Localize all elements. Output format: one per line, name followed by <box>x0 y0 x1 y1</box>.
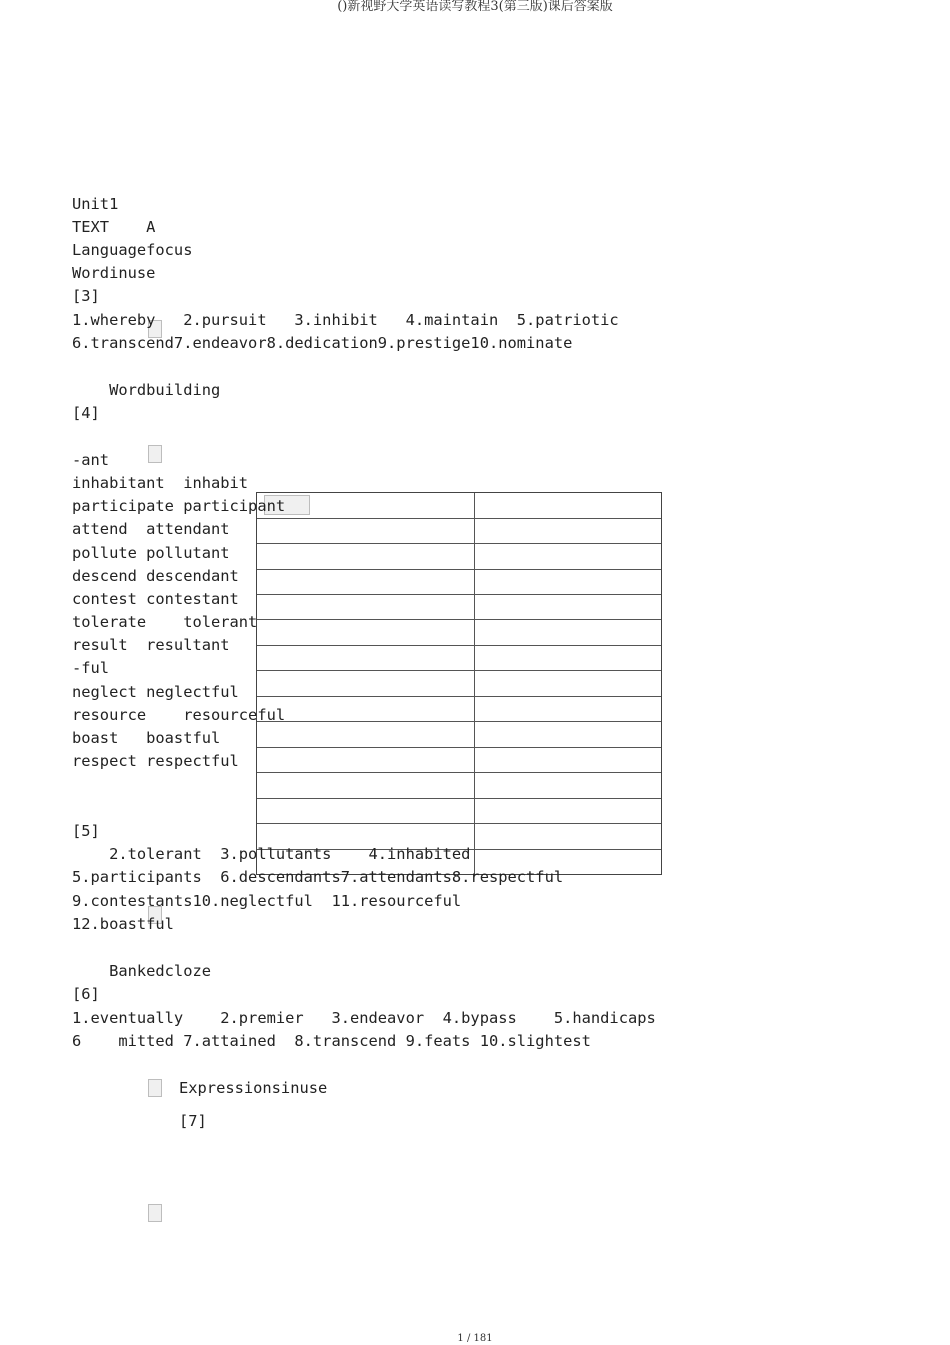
placeholder-box <box>148 445 162 463</box>
table-column-divider <box>474 493 475 874</box>
table-row-divider <box>257 619 661 620</box>
answer-line: 12.boastful <box>72 915 174 933</box>
table-row-divider <box>257 772 661 773</box>
placeholder-box <box>148 1204 162 1222</box>
suffix-label: -ant <box>72 451 110 469</box>
exercise-number: [5] <box>72 822 100 840</box>
word-pair: resource resourceful <box>72 706 286 724</box>
unit-title: Unit1 <box>72 195 119 213</box>
answer-line: 2.tolerant 3.pollutants 4.inhabited <box>72 845 471 863</box>
placeholder-box <box>148 1079 162 1097</box>
table-row-divider <box>257 823 661 824</box>
section-heading: Languagefocus <box>72 241 193 259</box>
page-number: 1 / 181 <box>457 1333 493 1344</box>
answer-line: 1.whereby 2.pursuit 3.inhibit 4.maintain 5.patriotic <box>72 311 619 329</box>
exercise-number: [6] <box>72 985 100 1003</box>
table-row-divider <box>257 569 661 570</box>
exercise-number: [7] <box>179 1112 207 1130</box>
answer-line: 1.eventually 2.premier 3.endeavor 4.bypass 5.handicaps <box>72 1009 656 1027</box>
table-row-divider <box>257 543 661 544</box>
exercise-number: [3] <box>72 287 100 305</box>
suffix-label: -ful <box>72 659 110 677</box>
table-row-divider <box>257 798 661 799</box>
answer-line: 9.contestants10.neglectful 11.resourceful <box>72 892 462 910</box>
answer-line: 5.participants 6.descendants7.attendants8.respectful <box>72 868 564 886</box>
word-pair: pollute pollutant <box>72 544 230 562</box>
text-heading: TEXT A <box>72 218 156 236</box>
table-row-divider <box>257 594 661 595</box>
document-header-title: ()新视野大学英语读写教程3(第三版)课后答案版 <box>337 0 613 14</box>
word-pair: tolerate tolerant <box>72 613 258 631</box>
exercise-number: [4] <box>72 404 100 422</box>
empty-table-grid <box>256 492 662 875</box>
subsection-heading: Bankedcloze <box>72 962 211 980</box>
table-row-divider <box>257 696 661 697</box>
word-pair: inhabitant inhabit <box>72 474 249 492</box>
word-pair: participate participant <box>72 497 286 515</box>
word-pair: result resultant <box>72 636 230 654</box>
table-row-divider <box>257 670 661 671</box>
answer-line: 6.transcend7.endeavor8.dedication9.prestige10.nominate <box>72 334 573 352</box>
word-pair: contest contestant <box>72 590 239 608</box>
word-pair: boast boastful <box>72 729 221 747</box>
word-pair: neglect neglectful <box>72 683 239 701</box>
table-row-divider <box>257 747 661 748</box>
subsection-heading: Expressionsinuse <box>179 1079 328 1097</box>
table-row-divider <box>257 645 661 646</box>
word-pair: respect respectful <box>72 752 239 770</box>
subsection-heading: Wordinuse <box>72 264 156 282</box>
word-pair: attend attendant <box>72 520 230 538</box>
table-row-divider <box>257 518 661 519</box>
answer-line: 6 mitted 7.attained 8.transcend 9.feats 10.slightest <box>72 1032 591 1050</box>
word-pair: descend descendant <box>72 567 239 585</box>
table-row-divider <box>257 721 661 722</box>
subsection-heading: Wordbuilding <box>72 381 221 399</box>
